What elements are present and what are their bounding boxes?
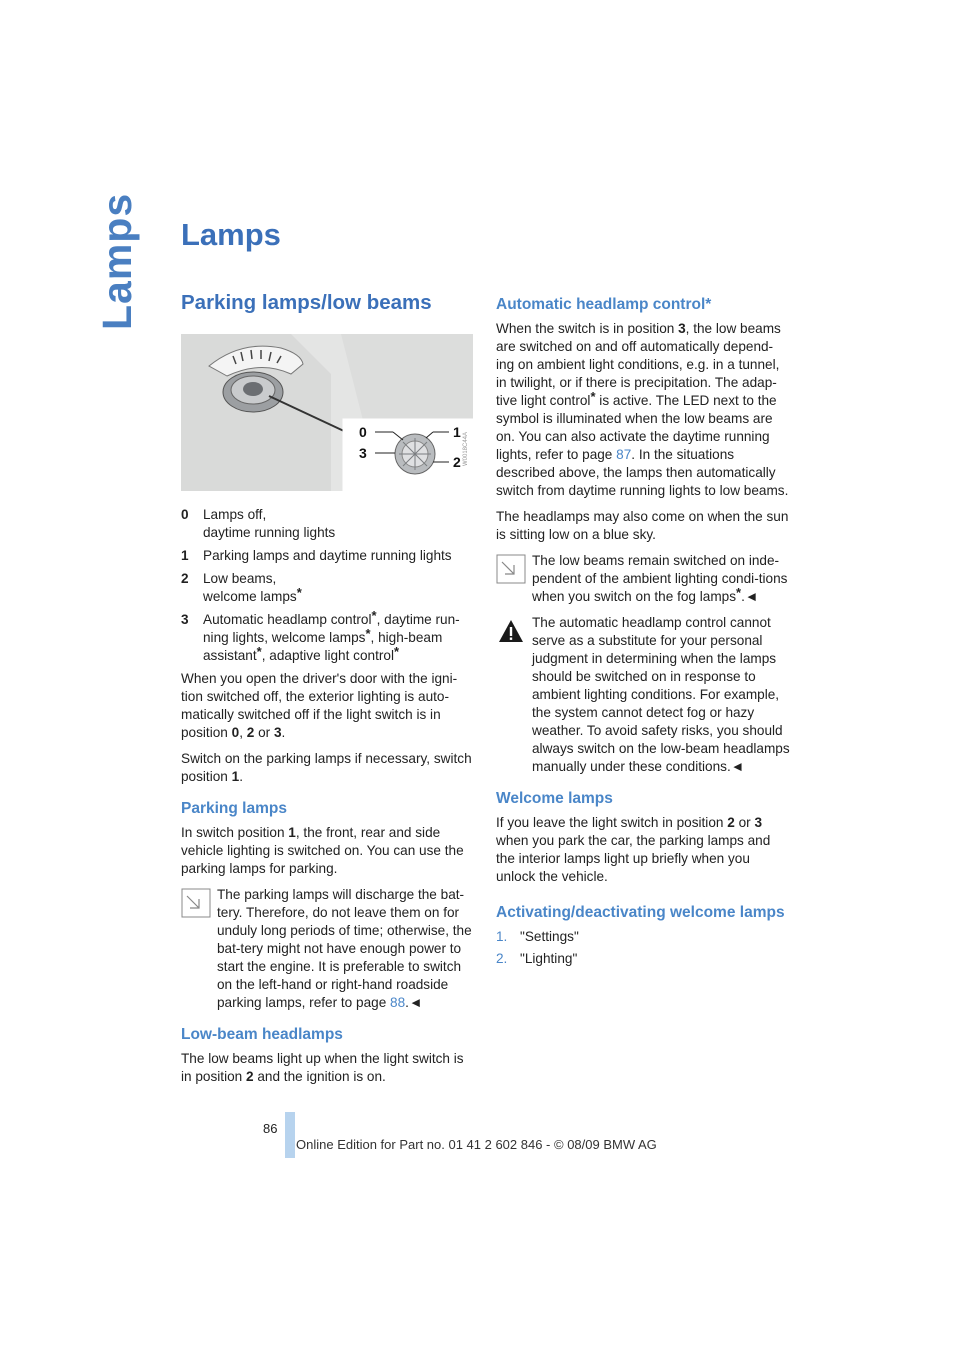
list-item: 3 Automatic headlamp control*, daytime run-ning lights, welcome lamps*, high-beam assistant*, adaptive light control* <box>181 608 460 663</box>
note: The parking lamps will discharge the bat-tery. Therefore, do not leave them on for unduly long periods of time; otherwise, the bat-tery might not have enough power to start the engine. It is preferable to switch on the left-hand or right-hand roadside parking lamps, refer to page 88.◄ <box>181 886 476 1012</box>
figure-code: W0018C44A <box>463 431 469 466</box>
left-column <box>181 506 476 1094</box>
page-number: 86 <box>263 1121 278 1136</box>
paragraph: The headlamps may also come on when the sun is sitting low on a blue sky. <box>496 509 789 542</box>
paragraph: When the switch is in position 3, the low beams are switched on and off automatically depend-ing on ambient light conditions, e.g. in a tunnel, in twilight, or if there is precipitation. The adap-tive light control* is active. The LED next to the symbol is illuminated when the low beams are on. You can also activate the daytime running lights, refer to page 87. In the situations described above, the lamps then automatically switch from daytime running lights to low beams. <box>496 321 789 498</box>
light-switch-figure <box>181 334 473 491</box>
list-item: 0 Lamps off, daytime running lights <box>181 507 336 540</box>
right-column <box>496 296 791 972</box>
heading-parking-lamps: Parking lamps <box>181 800 287 817</box>
figure-label-3: 3 <box>359 445 367 461</box>
list-item: 1 Parking lamps and daytime running lights <box>181 548 452 563</box>
paragraph: If you leave the light switch in position 2 or 3 when you park the car, the parking lamps and the interior lamps light up briefly when you unlock the vehicle. <box>496 815 771 884</box>
paragraph: In switch position 1, the front, rear and side vehicle lighting is switched on. You can use the parking lamps for parking. <box>181 825 464 876</box>
figure-label-0: 0 <box>359 424 367 440</box>
heading-activating-welcome-lamps: Activating/deactivating welcome lamps <box>496 904 785 921</box>
list-item: 2 Low beams, welcome lamps* <box>181 571 302 604</box>
page-link-87[interactable]: 87 <box>616 447 632 462</box>
heading-low-beam-headlamps: Low-beam headlamps <box>181 1026 343 1043</box>
note-arrow-icon <box>496 554 526 584</box>
list-item: 1. "Settings" <box>496 929 579 944</box>
heading-automatic-headlamp-control: Automatic headlamp control* <box>496 296 712 313</box>
steps-list <box>496 928 791 968</box>
page-title: Lamps <box>181 217 281 252</box>
section-title: Parking lamps/low beams <box>181 291 432 314</box>
list-item: 2. "Lighting" <box>496 951 578 966</box>
side-tab: Lamps <box>94 192 140 330</box>
paragraph: When you open the driver's door with the igni-tion switched off, the exterior lighting is auto-matically switched off if the light switch is in position 0, 2 or 3. <box>181 671 458 740</box>
figure-label-1: 1 <box>453 424 461 440</box>
figure-label-2: 2 <box>453 454 461 470</box>
light-switch-illustration <box>181 334 473 491</box>
note-arrow-icon <box>181 888 211 918</box>
footer-bar <box>285 1112 295 1158</box>
paragraph: Switch on the parking lamps if necessary, switch position 1. <box>181 751 472 784</box>
heading-welcome-lamps: Welcome lamps <box>496 790 613 807</box>
page-link-88[interactable]: 88 <box>390 995 406 1010</box>
footer-text: Online Edition for Part no. 01 41 2 602 846 - © 08/09 BMW AG <box>296 1137 657 1152</box>
paragraph: The low beams light up when the light switch is in position 2 and the ignition is on. <box>181 1051 464 1084</box>
switch-positions-list <box>181 506 476 665</box>
note: The low beams remain switched on inde-pendent of the ambient lighting condi-tions when you switch on the fog lamps*.◄ <box>496 552 791 606</box>
warning-icon <box>496 616 526 646</box>
warning-note: The automatic headlamp control cannot serve as a substitute for your personal judgment in determining when the lamps should be switched on in response to ambient lighting conditions. For example, the system cannot detect fog or hazy weather. To avoid safety risks, you should always switch on the low-beam headlamps manually under these conditions.◄ <box>496 614 791 776</box>
